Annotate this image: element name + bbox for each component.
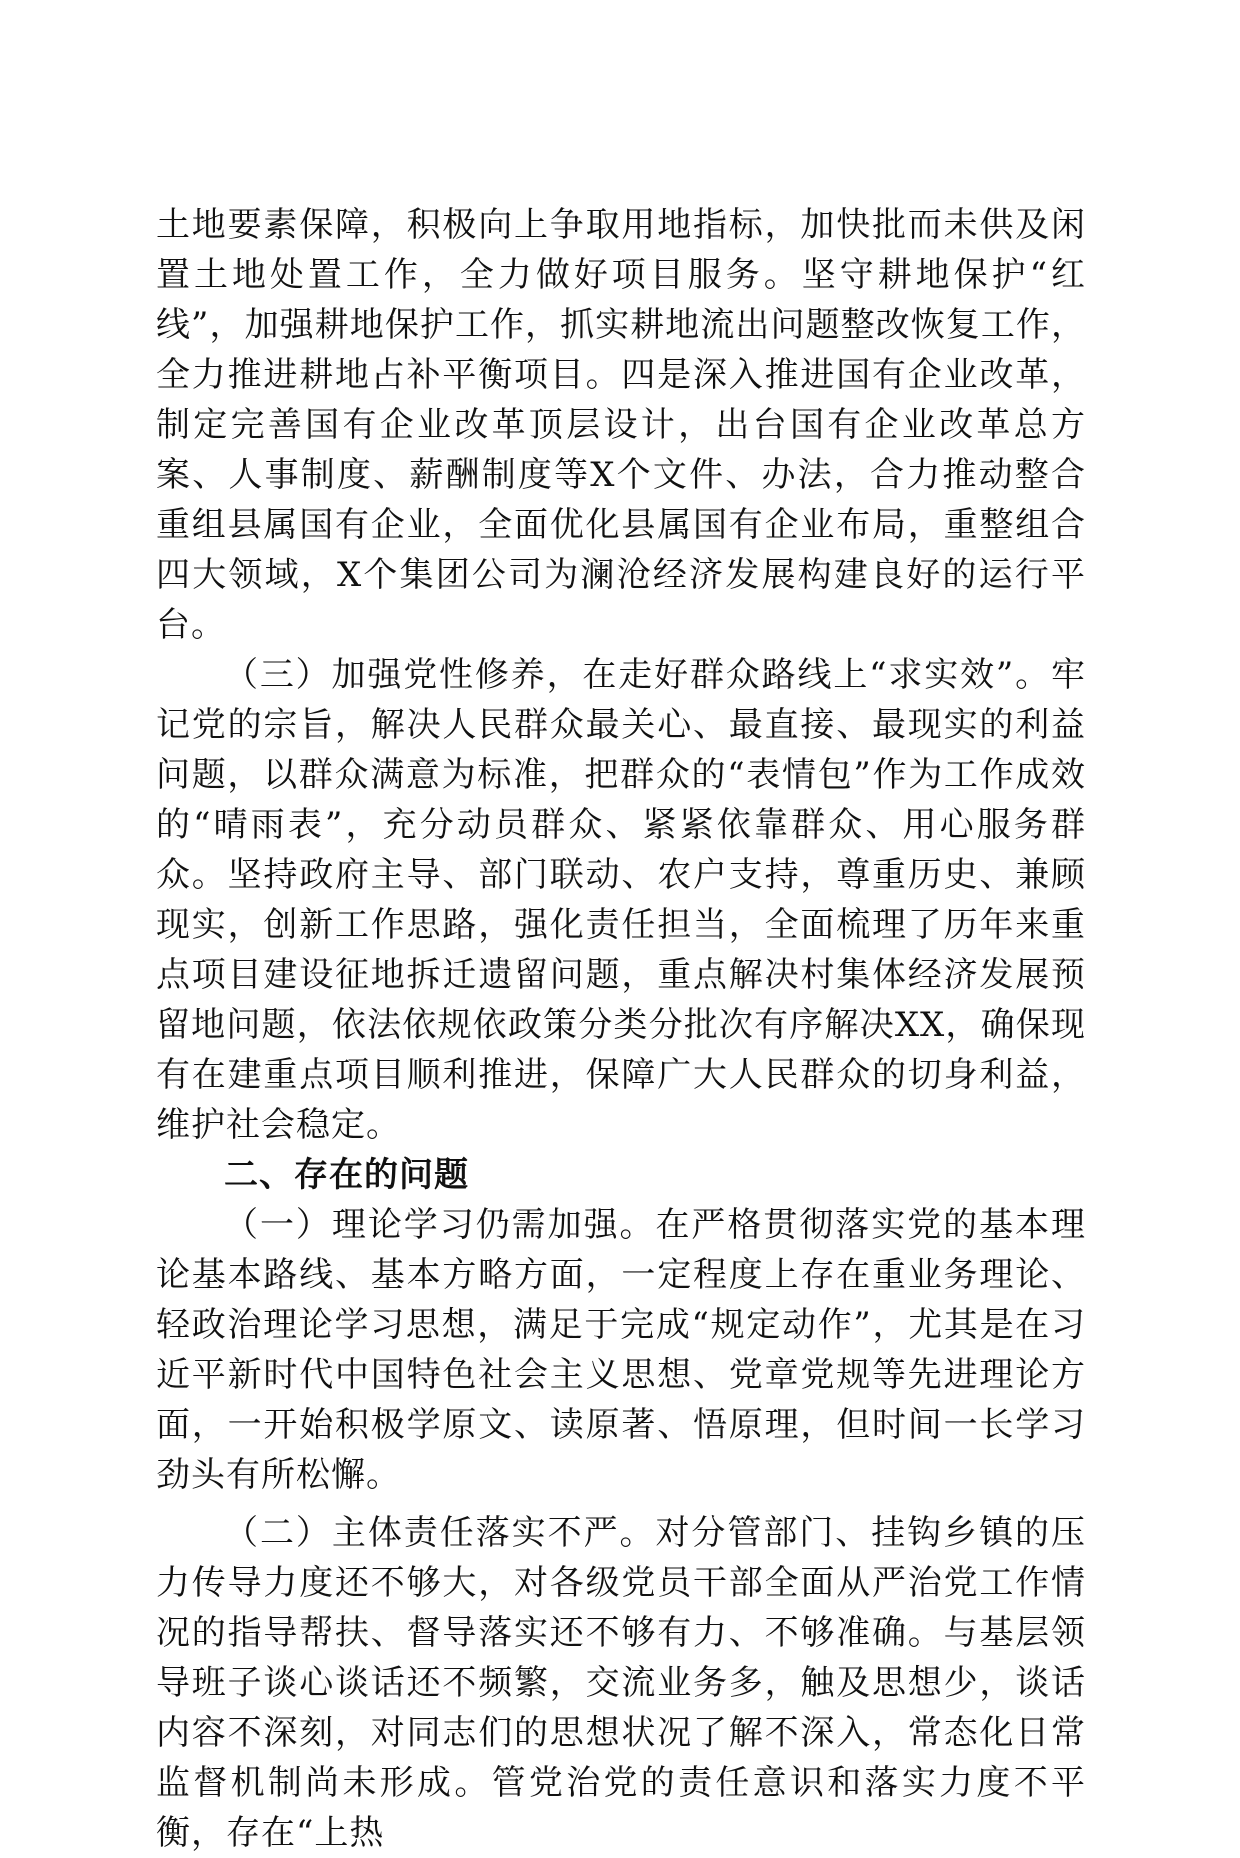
document-body <box>156 200 1086 1858</box>
paragraph-party-spirit: （三）加强党性修养，在走好群众路线上“求实效”。牢记党的宗旨，解决人民群众最关心、最直接、最现实的利益问题，以群众满意为标准，把群众的“表情包”作为工作成效的“晴雨表”，充分动员群众、紧紧依靠群众、用心服务群众。坚持政府主导、部门联动、农户支持，尊重历史、兼顾现实，创新工作思路，强化责任担当，全面梳理了历年来重点项目建设征地拆迁遗留问题，重点解决村集体经济发展预留地问题，依法依规依政策分类分批次有序解决XX，确保现有在建重点项目顺利推进，保障广大人民群众的切身利益，维护社会稳定。 <box>156 655 1086 1145</box>
paragraph-spacer <box>156 1500 1086 1508</box>
section-heading-problems: 二、存在的问题 <box>224 1155 469 1195</box>
paragraph-main-responsibility: （二）主体责任落实不严。对分管部门、挂钩乡镇的压力传导力度还不够大，对各级党员干部全面从严治党工作情况的指导帮扶、督导落实还不够有力、不够准确。与基层领导班子谈心谈话还不频繁，交流业务多，触及思想少，谈话内容不深刻，对同志们的思想状况了解不深入，常态化日常监督机制尚未形成。管党治党的责任意识和落实力度不平衡，存在“上热 <box>156 1513 1086 1853</box>
paragraph-theory-study: （一）理论学习仍需加强。在严格贯彻落实党的基本理论基本路线、基本方略方面，一定程度上存在重业务理论、轻政治理论学习思想，满足于完成“规定动作”，尤其是在习近平新时代中国特色社会主义思想、党章党规等先进理论方面，一开始积极学原文、读原著、悟原理，但时间一长学习劲头有所松懈。 <box>156 1205 1086 1495</box>
paragraph-land-and-soe-reform: 土地要素保障，积极向上争取用地指标，加快批而未供及闲置土地处置工作，全力做好项目服务。坚守耕地保护“红线”，加强耕地保护工作，抓实耕地流出问题整改恢复工作，全力推进耕地占补平衡项目。四是深入推进国有企业改革，制定完善国有企业改革顶层设计，出台国有企业改革总方案、人事制度、薪酬制度等X个文件、办法，合力推动整合重组县属国有企业，全面优化县属国有企业布局，重整组合四大领域，X个集团公司为澜沧经济发展构建良好的运行平台。 <box>156 205 1086 645</box>
